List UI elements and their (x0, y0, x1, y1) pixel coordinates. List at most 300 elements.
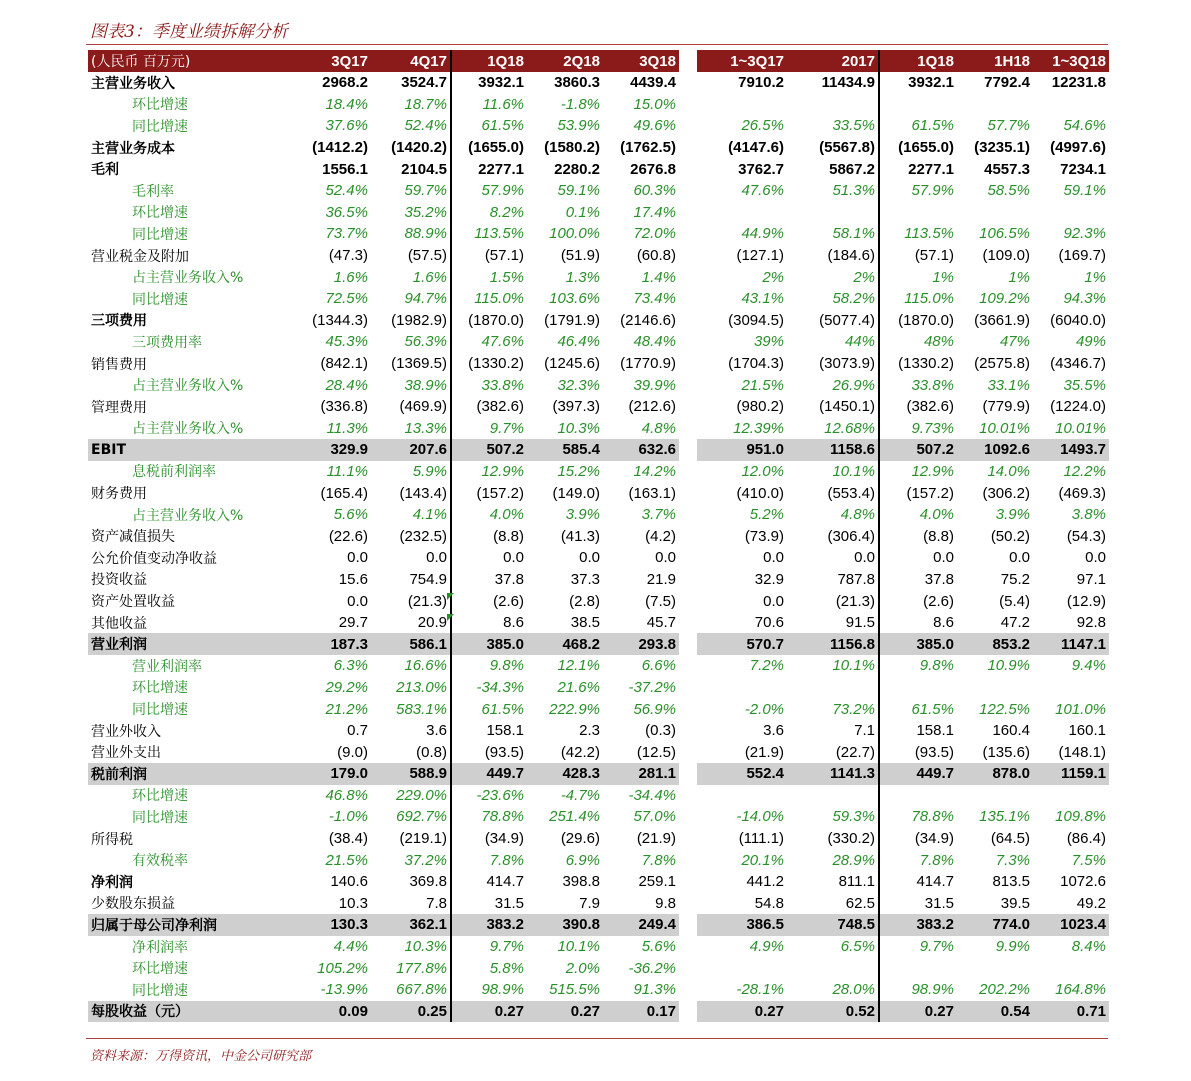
row-label: 毛利率 (132, 183, 174, 200)
table-cell: 552.4 (697, 763, 787, 785)
table-cell: 7234.1 (1060, 160, 1106, 178)
column-gap (679, 202, 697, 224)
table-cell: (469.3) (1058, 484, 1106, 502)
table-cell: 249.4 (603, 914, 679, 936)
table-row (88, 698, 1109, 720)
table-row (88, 590, 1109, 612)
table-cell: (1870.0) (451, 310, 527, 332)
table-row (88, 461, 1109, 483)
column-gap (679, 741, 697, 763)
table-cell: (306.4) (827, 527, 875, 545)
table-cell: 37.3 (570, 570, 600, 588)
table-cell: 1158.6 (787, 439, 879, 461)
table-cell: 0.54 (957, 1001, 1033, 1023)
table-cell: (57.1) (879, 245, 957, 267)
table-cell: 11.6% (451, 94, 527, 116)
table-cell: (2575.8) (974, 355, 1030, 373)
table-cell: 32.3% (557, 376, 600, 394)
table-cell: (6040.0) (1050, 311, 1106, 329)
table-cell: 91.3% (633, 981, 676, 999)
table-row (88, 828, 1109, 850)
table-row (88, 914, 1109, 936)
table-cell: 57.0% (633, 808, 676, 826)
table-cell: 748.5 (787, 914, 879, 936)
column-gap (679, 590, 697, 612)
table-cell: 7.3% (995, 851, 1030, 869)
table-cell: 468.2 (527, 633, 603, 655)
table-cell: 177.8% (396, 959, 447, 977)
row-label: 少数股东损益 (91, 896, 175, 913)
figure-title: 图表3：季度业绩拆解分析 (90, 22, 288, 42)
table-cell: 3.9% (995, 506, 1030, 524)
table-cell: 47% (999, 333, 1030, 351)
table-cell: (212.6) (628, 398, 676, 416)
table-cell: 7910.2 (738, 74, 784, 92)
column-header: 4Q17 (371, 50, 451, 72)
column-gap (679, 396, 697, 418)
table-cell: 10.01% (1055, 419, 1106, 437)
table-cell: -34.4% (628, 786, 676, 804)
table-cell: 21.9 (646, 570, 676, 588)
table-cell: 12.39% (733, 419, 784, 437)
table-row (88, 633, 1109, 655)
table-cell: 109.2% (979, 290, 1030, 308)
table-cell: 20.1% (741, 851, 784, 869)
table-cell: (553.4) (827, 484, 875, 502)
table-cell: (3235.1) (974, 139, 1030, 157)
column-header: 3Q18 (603, 50, 679, 72)
table-cell: 78.8% (879, 806, 957, 828)
table-cell: 92.8 (1076, 614, 1106, 632)
table-cell: 98.9% (879, 979, 957, 1001)
table-row (88, 504, 1109, 526)
column-gap (679, 936, 697, 958)
table-cell: 0.7 (347, 722, 368, 740)
table-cell (957, 957, 1033, 979)
table-cell: 92.3% (1063, 225, 1106, 243)
table-cell (787, 677, 879, 699)
table-cell: 12231.8 (1051, 74, 1106, 92)
table-cell: 70.6 (754, 614, 784, 632)
table-row (88, 849, 1109, 871)
table-cell: 45.7 (646, 614, 676, 632)
row-label: 有效税率 (132, 853, 188, 870)
table-cell: -1.0% (328, 808, 368, 826)
table-row (88, 439, 1109, 461)
table-cell: 59.1% (1063, 182, 1106, 200)
table-cell: (38.4) (328, 830, 368, 848)
table-cell: 2.0% (565, 959, 600, 977)
table-cell: 187.3 (295, 633, 371, 655)
column-header: 2Q18 (527, 50, 603, 72)
table-cell: (330.2) (827, 830, 875, 848)
table-cell: 4439.4 (630, 74, 676, 92)
column-gap (679, 785, 697, 807)
table-cell: 1156.8 (787, 633, 879, 655)
table-cell: 47.6% (451, 331, 527, 353)
table-cell: 130.3 (295, 914, 371, 936)
table-cell: 414.7 (451, 871, 527, 893)
table-cell: (64.5) (990, 830, 1030, 848)
table-cell: 0.0 (763, 592, 784, 610)
table-cell (1033, 957, 1109, 979)
table-cell: 47.6% (741, 182, 784, 200)
table-cell: 7.1 (854, 722, 875, 740)
table-cell: 44.9% (741, 225, 784, 243)
table-cell (879, 94, 957, 116)
table-cell: 51.3% (832, 182, 875, 200)
table-cell: (42.2) (560, 743, 600, 761)
table-cell (697, 677, 787, 699)
table-cell: (1791.9) (544, 311, 600, 329)
table-cell: (57.5) (407, 247, 447, 265)
column-gap (679, 418, 697, 440)
row-label: 主营业务收入 (91, 75, 175, 92)
table-cell (879, 202, 957, 224)
table-cell: 853.2 (957, 633, 1033, 655)
table-cell: 449.7 (451, 763, 527, 785)
table-cell: 1.3% (565, 268, 600, 286)
column-gap (679, 94, 697, 116)
column-header: 1~3Q17 (697, 50, 787, 72)
row-label: 营业利润率 (132, 658, 202, 675)
row-label: 同比增速 (132, 118, 188, 135)
column-gap (679, 612, 697, 634)
table-cell: (86.4) (1066, 830, 1106, 848)
table-row (88, 374, 1109, 396)
table-cell: 1.5% (451, 266, 527, 288)
row-label: 三项费用率 (132, 334, 202, 351)
table-cell: 2968.2 (322, 74, 368, 92)
table-cell: 0.0 (1009, 549, 1030, 567)
table-cell: 122.5% (979, 700, 1030, 718)
table-cell: 878.0 (957, 763, 1033, 785)
table-cell: 251.4% (549, 808, 600, 826)
table-cell: 56.9% (633, 700, 676, 718)
table-cell: 667.8% (396, 981, 447, 999)
table-cell: (1982.9) (391, 311, 447, 329)
table-cell: 28.0% (832, 981, 875, 999)
column-gap (679, 655, 697, 677)
table-cell: 103.6% (549, 290, 600, 308)
row-label: EBIT (88, 439, 295, 461)
table-cell: 0.0 (655, 549, 676, 567)
column-gap (679, 698, 697, 720)
table-cell: 29.7 (338, 614, 368, 632)
table-cell: 428.3 (527, 763, 603, 785)
table-cell: 8.6 (879, 612, 957, 634)
table-cell: 632.6 (603, 439, 679, 461)
table-cell: 43.1% (741, 290, 784, 308)
table-cell: (0.3) (645, 722, 676, 740)
table-row (88, 763, 1109, 785)
table-cell: 29.2% (325, 678, 368, 696)
table-cell: (21.9) (744, 743, 784, 761)
table-cell: (73.9) (744, 527, 784, 545)
table-row (88, 94, 1109, 116)
table-cell (1033, 785, 1109, 807)
table-cell: (232.5) (399, 527, 447, 545)
table-cell (879, 677, 957, 699)
table-cell: (842.1) (320, 355, 368, 373)
table-cell: 787.8 (837, 570, 875, 588)
table-cell: (111.1) (738, 830, 784, 848)
table-cell: 10.1% (832, 657, 875, 675)
table-cell: (336.8) (320, 398, 368, 416)
table-cell: (41.3) (560, 527, 600, 545)
table-cell: (4346.7) (1050, 355, 1106, 373)
table-row (88, 266, 1109, 288)
table-cell: 5867.2 (829, 160, 875, 178)
table-cell: (47.3) (328, 247, 368, 265)
table-cell: 39.9% (633, 376, 676, 394)
table-cell: 72.5% (325, 290, 368, 308)
table-cell: 5.2% (749, 506, 784, 524)
table-row (88, 353, 1109, 375)
table-cell: 113.5% (879, 223, 957, 245)
unit-label: (人民币 百万元) (88, 50, 295, 72)
table-cell: 58.5% (987, 182, 1030, 200)
table-cell: 11.1% (326, 462, 368, 480)
table-row (88, 806, 1109, 828)
table-cell: 1159.1 (1033, 763, 1109, 785)
row-label: 净利润率 (132, 939, 188, 956)
table-row (88, 115, 1109, 137)
table-cell: 7.2% (749, 657, 784, 675)
table-cell: 213.0% (396, 678, 447, 696)
column-gap (679, 957, 697, 979)
table-cell: 4.1% (412, 506, 447, 524)
row-label: 同比增速 (132, 809, 188, 826)
table-cell: (163.1) (628, 484, 676, 502)
table-cell: (1420.2) (391, 139, 447, 157)
table-cell: 398.8 (562, 873, 600, 891)
table-cell: (169.7) (1058, 247, 1106, 265)
header-row (88, 50, 1109, 72)
table-cell: (157.2) (879, 482, 957, 504)
row-label: 营业税金及附加 (91, 248, 189, 265)
table-cell: (9.0) (337, 743, 368, 761)
table-cell: 179.0 (295, 763, 371, 785)
table-cell: 35.5% (1063, 376, 1106, 394)
table-cell: 94.3% (1063, 290, 1106, 308)
table-cell: 33.8% (451, 374, 527, 396)
column-gap (679, 115, 697, 137)
table-cell: (1245.6) (544, 355, 600, 373)
table-cell: 52.4% (404, 117, 447, 135)
table-cell: 14.0% (987, 462, 1030, 480)
table-cell: 7.8% (451, 849, 527, 871)
table-cell: 8.4% (1071, 938, 1106, 956)
table-cell: 9.8% (879, 655, 957, 677)
row-label: 占主营业务收入% (132, 507, 244, 524)
table-cell: (60.8) (636, 247, 676, 265)
table-row (88, 223, 1109, 245)
table-cell: 37.2% (404, 851, 447, 869)
table-cell: (21.3) (835, 592, 875, 610)
table-cell: 9.4% (1071, 657, 1106, 675)
table-cell: 570.7 (697, 633, 787, 655)
table-cell: 97.1 (1076, 570, 1106, 588)
table-cell: 26.9% (832, 376, 875, 394)
table-cell: 0.09 (295, 1001, 371, 1023)
table-cell: 109.8% (1055, 808, 1106, 826)
table-cell: 0.0 (579, 549, 600, 567)
table-cell: (1762.5) (620, 139, 676, 157)
table-cell: 44% (844, 333, 875, 351)
table-cell: (1655.0) (879, 137, 957, 159)
table-cell: 52.4% (325, 182, 368, 200)
table-cell: 5.6% (641, 938, 676, 956)
row-label: 归属于母公司净利润 (88, 914, 295, 936)
row-label: 占主营业务收入% (132, 378, 244, 395)
table-row (88, 331, 1109, 353)
table-cell: (50.2) (990, 527, 1030, 545)
table-cell: 7.9 (579, 894, 600, 912)
column-header: 1~3Q18 (1033, 50, 1109, 72)
table-cell (787, 94, 879, 116)
table-cell: 32.9 (754, 570, 784, 588)
table-cell: 45.3% (325, 333, 368, 351)
column-gap (679, 331, 697, 353)
table-cell: 1.6% (412, 268, 447, 286)
table-cell: 9.7% (451, 418, 527, 440)
table-cell: 12.68% (824, 419, 875, 437)
table-cell: 10.9% (987, 657, 1030, 675)
table-row (88, 785, 1109, 807)
column-gap (679, 72, 697, 94)
table-cell: 0.27 (697, 1001, 787, 1023)
table-cell: 38.5 (570, 614, 600, 632)
table-cell: 383.2 (451, 914, 527, 936)
table-cell: 58.1% (832, 225, 875, 243)
table-cell: 1147.1 (1033, 633, 1109, 655)
table-cell: 3932.1 (451, 72, 527, 94)
table-cell (957, 94, 1033, 116)
table-cell: (382.6) (451, 396, 527, 418)
table-cell: 3524.7 (401, 74, 447, 92)
table-cell: -4.7% (560, 786, 600, 804)
table-cell: (1704.3) (728, 355, 784, 373)
table-cell: 9.9% (995, 938, 1030, 956)
table-cell: 158.1 (879, 720, 957, 742)
table-cell: 59.7% (404, 182, 447, 200)
table-cell: 37.8 (879, 569, 957, 591)
table-cell: (1655.0) (451, 137, 527, 159)
table-row (88, 720, 1109, 742)
table-cell: (184.6) (827, 247, 875, 265)
table-cell: 585.4 (527, 439, 603, 461)
table-cell: 2277.1 (879, 158, 957, 180)
table-cell: (54.3) (1066, 527, 1106, 545)
table-cell: 11.3% (326, 419, 368, 437)
table-cell: 10.1% (832, 462, 875, 480)
row-label: 营业外收入 (91, 723, 161, 740)
table-cell: 5.6% (333, 506, 368, 524)
column-gap (679, 871, 697, 893)
table-cell: 61.5% (879, 115, 957, 137)
row-label: 同比增速 (132, 226, 188, 243)
table-cell: 586.1 (371, 633, 451, 655)
table-cell: 46.8% (325, 786, 368, 804)
table-cell: 8.2% (451, 202, 527, 224)
table-cell: 12.9% (879, 461, 957, 483)
table-cell: (21.9) (636, 830, 676, 848)
table-cell: 1556.1 (322, 160, 368, 178)
table-cell: 3.6 (763, 722, 784, 740)
table-cell (879, 957, 957, 979)
table-cell: 10.01% (979, 419, 1030, 437)
source-note: 资料来源：万得资讯，中金公司研究部 (90, 1049, 312, 1064)
row-label: 其他收益 (91, 615, 147, 632)
row-label: 每股收益（元） (88, 1001, 295, 1023)
table-cell: (135.6) (982, 743, 1030, 761)
table-cell (697, 202, 787, 224)
column-gap (679, 979, 697, 1001)
table-cell: 0.25 (371, 1001, 451, 1023)
table-cell: 207.6 (371, 439, 451, 461)
table-cell: 3860.3 (554, 74, 600, 92)
table-cell: 94.7% (404, 290, 447, 308)
table-cell: 57.9% (879, 180, 957, 202)
table-cell: 4.4% (333, 938, 368, 956)
table-cell: 31.5 (451, 893, 527, 915)
table-cell: 0.0 (426, 549, 447, 567)
table-cell: 56.3% (404, 333, 447, 351)
table-cell: 2676.8 (630, 160, 676, 178)
table-cell: 15.0% (633, 95, 676, 113)
table-cell: 441.2 (746, 873, 784, 891)
table-cell: 26.5% (741, 117, 784, 135)
table-cell: 164.8% (1055, 981, 1106, 999)
column-gap (679, 137, 697, 159)
table-cell: 3.6 (426, 722, 447, 740)
table-cell: 2% (853, 268, 875, 286)
column-gap (679, 310, 697, 332)
column-gap (679, 633, 697, 655)
row-label: 毛利 (91, 162, 119, 179)
table-cell: 951.0 (697, 439, 787, 461)
table-cell: 115.0% (879, 288, 957, 310)
table-cell: 35.2% (404, 203, 447, 221)
column-gap (679, 525, 697, 547)
table-cell: 2.3 (579, 722, 600, 740)
table-cell: 6.9% (565, 851, 600, 869)
row-label: 财务费用 (91, 486, 147, 503)
table-row (88, 418, 1109, 440)
column-gap (679, 461, 697, 483)
table-cell: (157.2) (451, 482, 527, 504)
table-row (88, 677, 1109, 699)
table-cell: (21.3) (407, 592, 447, 610)
table-cell: 4.8% (641, 419, 676, 437)
table-cell: 13.3% (404, 419, 447, 437)
table-cell: 0.0 (1085, 549, 1106, 567)
table-cell: 0.1% (565, 203, 600, 221)
table-cell: 583.1% (396, 700, 447, 718)
table-cell: 57.9% (451, 180, 527, 202)
quarterly-results-table (88, 50, 1109, 1022)
table-cell: 3932.1 (879, 72, 957, 94)
table-cell: 1072.6 (1060, 873, 1106, 891)
table-cell: 385.0 (879, 633, 957, 655)
table-row (88, 180, 1109, 202)
table-cell: (3661.9) (974, 311, 1030, 329)
table-cell: 58.2% (832, 290, 875, 308)
table-cell: 4.9% (749, 938, 784, 956)
table-row (88, 871, 1109, 893)
table-cell: 692.7% (396, 808, 447, 826)
